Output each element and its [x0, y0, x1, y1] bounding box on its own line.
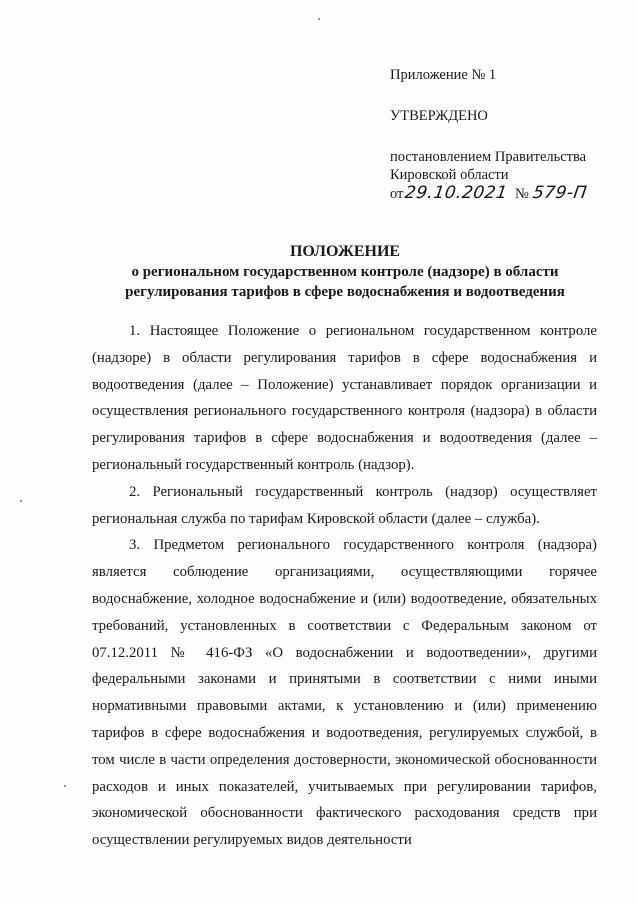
title-subheading-line-2: регулирования тарифов в сфере водоснабжения и водоотведения: [125, 284, 565, 300]
approved-label: УТВЕРЖДЕНО: [390, 108, 488, 124]
document-title: [80, 242, 610, 302]
appendix-label: Приложение № 1: [390, 67, 497, 83]
date-prefix: от: [390, 186, 404, 202]
title-subheading-line-1: о региональном государственном контроле (надзоре) в области: [131, 264, 559, 280]
document-body: [92, 318, 597, 854]
handwritten-date: 29.10.2021: [404, 183, 510, 203]
number-prefix: №: [515, 186, 529, 202]
paragraph-2: 2. Региональный государственный контроль (надзор) осуществляет региональная служба по тарифам Кировской области (далее – служба).: [92, 483, 597, 527]
paragraph-3: 3. Предметом регионального государственного контроля (надзора) является соблюдение организациями, осуществляющими горячее водоснабжение, холодное водоснабжение и (или) водоотведение, обязательных требований, установленных в соответствии с Федеральным законом от 07.12.2011 № 416-ФЗ «О водоснабжении и водоотведении», другими федеральными законами и принятыми в соответствии с ними иными нормативными правовыми актами, к установлению и (или) применению тарифов в сфере водоснабжения и водоотведения, регулируемых службой, в том числе в части определения достоверности, экономической обоснованности расходов и иных показателей, учитываемых при регулировании тарифов, экономической обоснованности фактического расходования средств при осуществлении регулируемых видов деятельности: [92, 537, 597, 849]
paragraph-1: 1. Настоящее Положение о региональном государственном контроле (надзоре) в области регулирования тарифов в сфере водоснабжения и водоотведения (далее – Положение) устанавливает порядок организации и осуществления регионального государственного контроля (надзора) в области регулирования тарифов в сфере водоснабжения и водоотведения (далее – региональный государственный контроль (надзор).: [92, 323, 597, 473]
decree-date-line: [390, 184, 620, 203]
scan-speck: [318, 18, 320, 20]
scan-speck: [20, 500, 22, 502]
decree-line-1: постановлением Правительства: [390, 149, 587, 165]
approval-block: [390, 66, 620, 203]
scan-speck: [64, 785, 66, 787]
handwritten-number: 579-П: [531, 183, 589, 203]
decree-line-2: Кировской области: [390, 167, 509, 183]
title-heading: ПОЛОЖЕНИЕ: [289, 243, 401, 260]
